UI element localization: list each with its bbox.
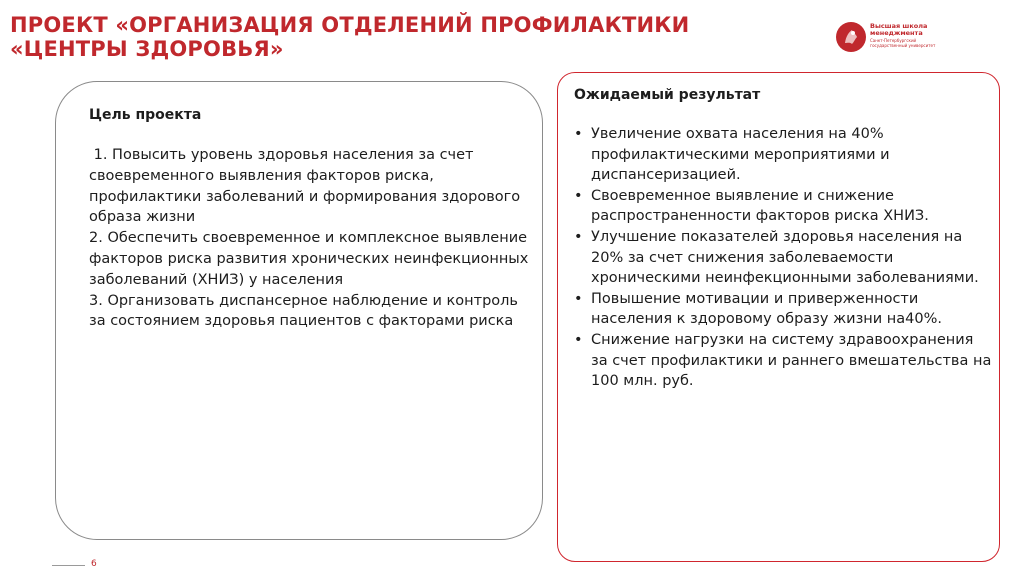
bullet-icon: • (574, 187, 583, 204)
bullet-icon: • (574, 290, 583, 307)
logo-subtitle: Санкт-Петербургский государственный университет (870, 38, 936, 48)
list-item (574, 124, 994, 186)
result-item-text: Улучшение показателей здоровья населения на 20% за счет снижения заболеваемости хроническими неинфекционными заболеваниями. (591, 228, 979, 287)
logo-emblem-svg (836, 22, 866, 52)
goal-item-3: 3. Организовать диспансерное наблюдение и контроль за состоянием здоровья пациентов с факторами риска (89, 292, 518, 330)
bullet-icon: • (574, 228, 583, 245)
list-item (574, 330, 994, 392)
list-item (574, 227, 994, 289)
list-item (574, 289, 994, 330)
page-title: ПРОЕКТ «ОРГАНИЗАЦИЯ ОТДЕЛЕНИЙ ПРОФИЛАКТИКИ «ЦЕНТРЫ ЗДОРОВЬЯ» (10, 13, 690, 61)
footer-divider (52, 565, 85, 566)
result-card (557, 72, 1000, 562)
result-list (574, 124, 994, 392)
result-item-text: Своевременное выявление и снижение распространенности факторов риска ХНИЗ. (591, 187, 929, 225)
list-item (574, 186, 994, 227)
page-number: 6 (91, 559, 97, 569)
goal-item-2: 2. Обеспечить своевременное и комплексное выявление факторов риска развития хронических неинфекционных заболеваний (ХНИЗ) у населения (89, 230, 529, 288)
goal-card-text (89, 145, 529, 332)
logo-emblem-icon (836, 22, 866, 52)
result-card-heading: Ожидаемый результат (574, 87, 761, 103)
bullet-icon: • (574, 331, 583, 348)
result-item-text: Увеличение охвата населения на 40% профилактическими мероприятиями и диспансеризацией. (591, 126, 890, 184)
bullet-icon: • (574, 126, 583, 142)
result-item-text: Повышение мотивации и приверженности населения к здоровому образу жизни на40%. (591, 290, 942, 328)
logo (836, 22, 946, 56)
result-item-text: Снижение нагрузки на систему здравоохранения за счет профилактики и раннего вмешательства на 100 млн. руб. (591, 331, 992, 390)
goal-item-1: 1. Повысить уровень здоровья населения за счет своевременного выявления факторов риска, профилактики заболеваний и формирования здорового образа жизни (89, 147, 525, 226)
logo-title: Высшая школа менеджмента (870, 22, 928, 37)
goal-card (55, 81, 543, 540)
goal-card-heading: Цель проекта (89, 107, 202, 123)
